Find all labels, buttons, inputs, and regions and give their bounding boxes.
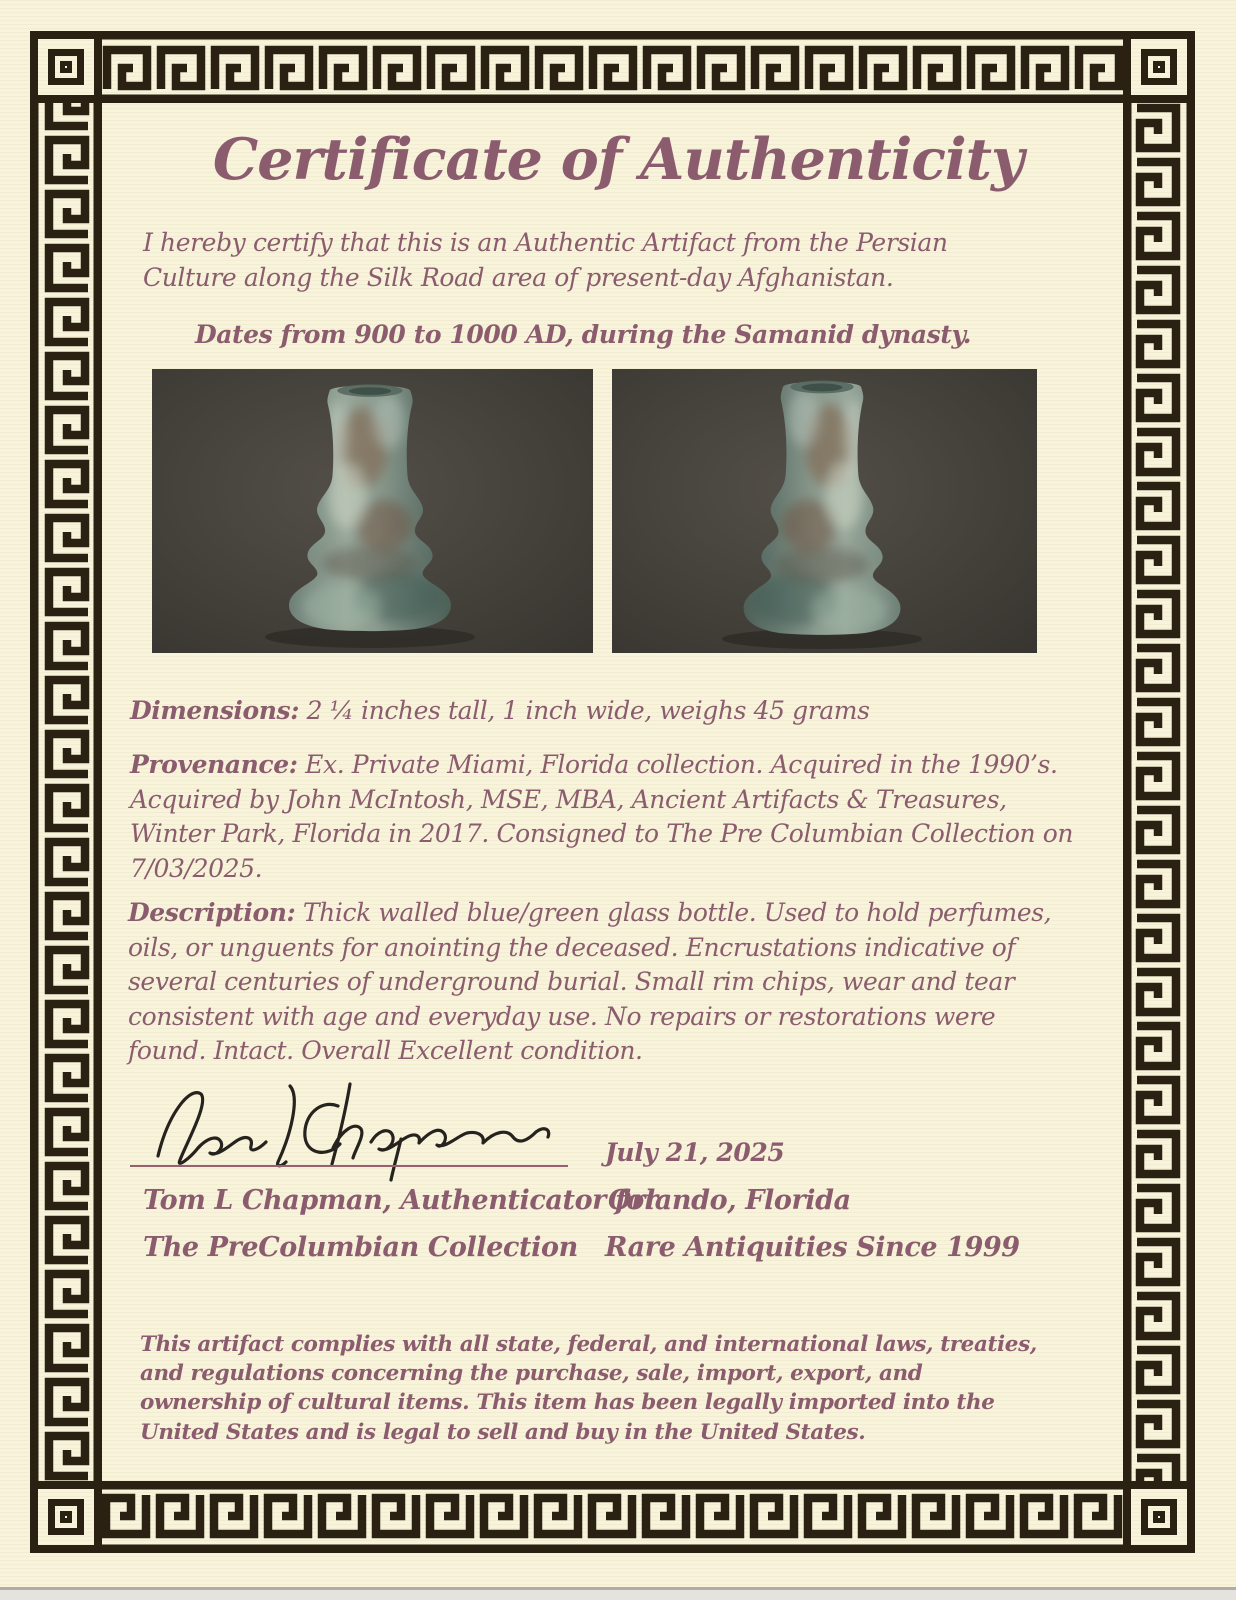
collection-name: The PreColumbian Collection (143, 1232, 578, 1263)
provenance-paragraph (130, 748, 1080, 886)
description-paragraph (128, 896, 1078, 1069)
description-text: Thick walled blue/green glass bottle. Used to hold perfumes, oils, or unguents for anointing the deceased. Encrustations indicative of several centuries of underground burial. Small rim chips, wear and tear consistent with age and everyday use. No repairs or restorations were found. Intact. Overall Excellent condition. (128, 898, 1052, 1065)
signature-line (130, 1165, 568, 1167)
signature-handwriting (140, 1072, 580, 1187)
scan-edge-artifact (0, 1587, 1236, 1600)
dimensions-paragraph (130, 694, 1090, 729)
authenticator-location: Orlando, Florida (608, 1185, 851, 1216)
legal-compliance-text: This artifact complies with all state, federal, and international laws, treaties, and regulations concerning the purchase, sale, import, export, and ownership of cultural items. This item has been legally imported into the United States and is legal to sell and buy in the United States. (140, 1332, 1037, 1445)
certificate-title: Certificate of Authenticity (212, 126, 1024, 193)
description-label: Description: (128, 898, 296, 927)
authenticator-name: Tom L Chapman, Authenticator for (143, 1185, 658, 1216)
artifact-photos (152, 369, 1037, 653)
dating-line: Dates from 900 to 1000 AD, during the Samanid dynasty. (194, 320, 972, 349)
certify-statement: I hereby certify that this is an Authentic Artifact from the Persian Culture along the Silk Road area of present-day Afghanistan. (143, 228, 948, 292)
artifact-photo-back (612, 369, 1037, 653)
signature-date: July 21, 2025 (605, 1138, 785, 1167)
collection-tagline: Rare Antiquities Since 1999 (605, 1232, 1020, 1263)
provenance-label: Provenance: (130, 750, 298, 779)
artifact-photo-front (152, 369, 593, 653)
dimensions-label: Dimensions: (130, 696, 300, 725)
provenance-text: Ex. Private Miami, Florida collection. Acquired in the 1990’s. Acquired by John McIntosh, MSE, MBA, Ancient Artifacts & Treasures, Winter Park, Florida in 2017. Consigned to The Pre Columbian Collection on 7/03/2025. (130, 750, 1074, 883)
dimensions-text: 2 ¼ inches tall, 1 inch wide, weighs 45 grams (306, 696, 870, 725)
